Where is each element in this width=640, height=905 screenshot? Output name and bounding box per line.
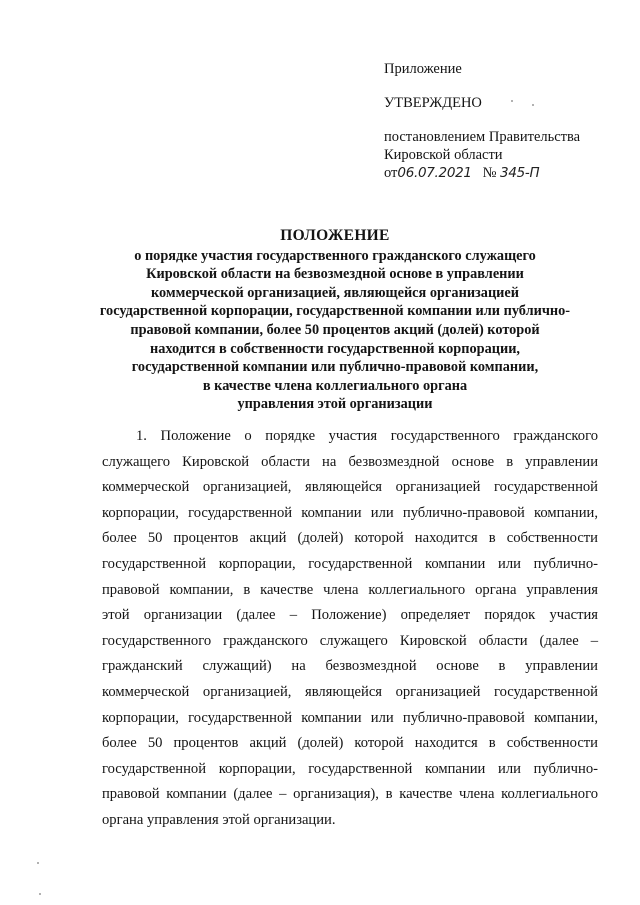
paragraph-line: коммерческой организацией, являющейся организацией государственной [102, 479, 598, 496]
title-line: Кировской области на безвозмездной основе в управлении [146, 266, 524, 283]
document-heading: ПОЛОЖЕНИЕ [280, 227, 390, 244]
body-paragraph [102, 424, 598, 834]
decree-date: 06.07.2021 [397, 165, 472, 181]
paragraph-line: служащего Кировской области на безвозмездной основе в управлении [102, 453, 598, 470]
paragraph-line: этой организации (далее – Положение) определяет порядок участия [102, 607, 598, 624]
paragraph-line: государственного гражданского служащего Кировской области (далее – [102, 632, 598, 649]
document-title-block [80, 227, 590, 414]
number-prefix: № [482, 165, 497, 181]
title-line: правовой компании, более 50 процентов акций (долей) которой [130, 321, 540, 338]
date-prefix: от [384, 165, 398, 181]
paragraph-line: гражданский служащий) на безвозмездной основе в управлении [102, 658, 598, 675]
paragraph-line: корпорации, государственной компании или публично-правовой компании, [102, 709, 598, 726]
paragraph-line: коммерческой организацией, являющейся организацией государственной [102, 683, 598, 700]
decree-date-line [384, 164, 624, 182]
decree-line-1: постановлением Правительства [384, 129, 581, 145]
title-line: о порядке участия государственного гражданского служащего [134, 247, 536, 264]
paragraph-line: более 50 процентов акций (долей) которой находится в собственности [102, 530, 598, 547]
paragraph-line: правовой компании, в качестве члена коллегиального органа управления [102, 581, 598, 598]
paragraph-line: правовой компании (далее – организация), в качестве члена коллегиального [102, 786, 598, 803]
scan-speck [37, 862, 39, 864]
approval-block [384, 60, 624, 182]
paragraph-line: более 50 процентов акций (долей) которой находится в собственности [102, 735, 598, 752]
appendix-label: Приложение [384, 61, 462, 77]
title-line: государственной корпорации, государственной компании или публично- [99, 303, 571, 320]
decree-number: 345-П [500, 165, 540, 181]
title-line: находится в собственности государственной корпорации, [149, 340, 521, 357]
title-line: в качестве члена коллегиального органа [202, 377, 468, 394]
title-line: управления этой организации [237, 396, 433, 413]
paragraph-line: органа управления этой организации. [102, 811, 336, 828]
scan-speck [39, 893, 41, 895]
title-line: коммерческой организацией, являющейся организацией [150, 284, 520, 301]
scan-speck [532, 104, 534, 106]
paragraph-line: 1. Положение о порядке участия государственного гражданского [136, 428, 598, 444]
scan-speck [511, 100, 513, 102]
approved-label: УТВЕРЖДЕНО [384, 95, 482, 111]
paragraph-line: корпорации, государственной компании или публично-правовой компании, [102, 504, 598, 521]
title-line: государственной компании или публично-правовой компании, [131, 359, 539, 376]
paragraph-line: государственной корпорации, государственной компании или публично- [102, 555, 598, 572]
paragraph-line: государственной корпорации, государственной компании или публично- [102, 760, 598, 777]
decree-line-2: Кировской области [384, 147, 503, 163]
